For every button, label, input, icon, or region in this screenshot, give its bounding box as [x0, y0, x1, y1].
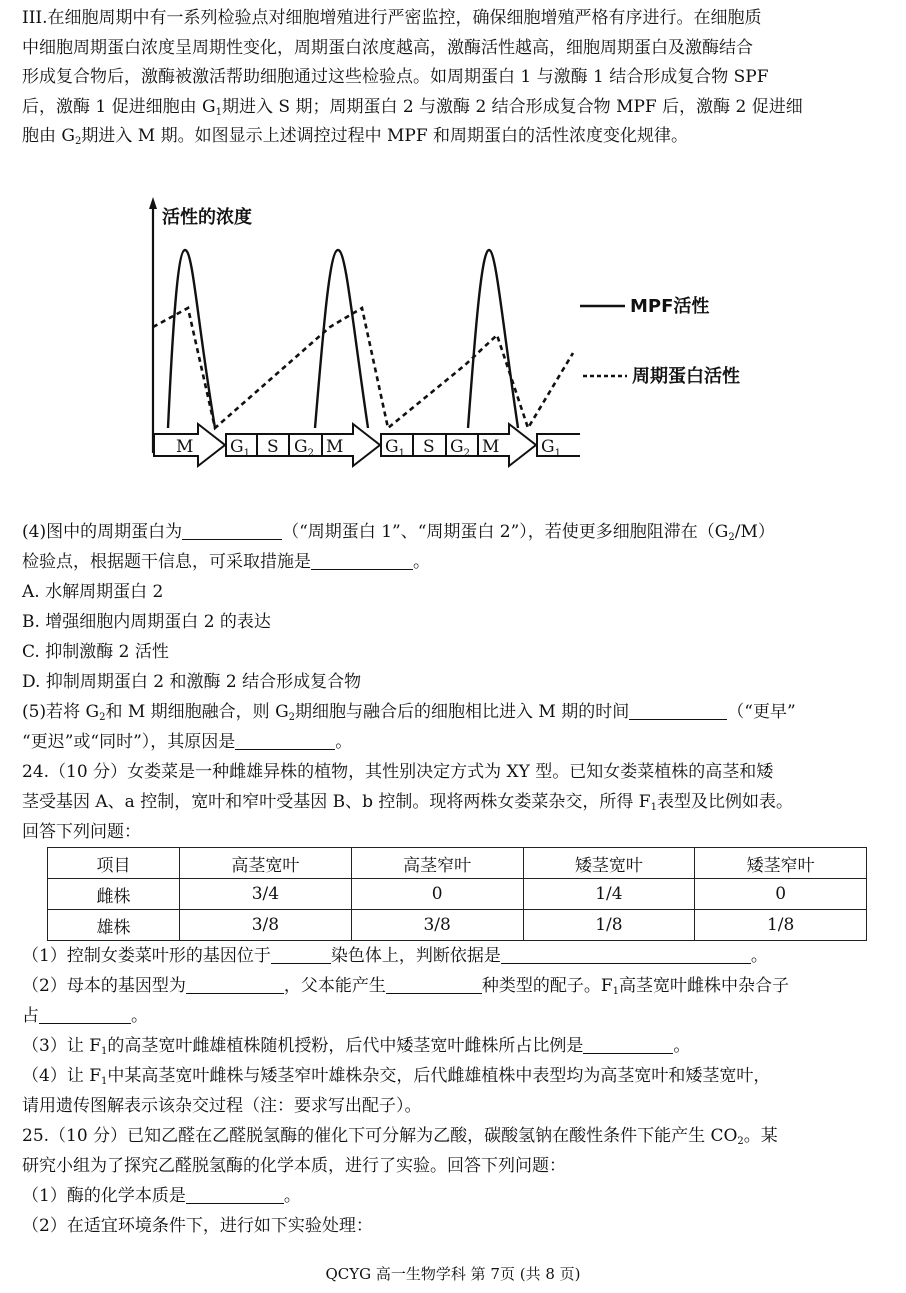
mpf-activity-peak-2 [315, 250, 368, 428]
f1-phenotype-table [47, 847, 867, 941]
intro-line: 中细胞周期蛋白浓度呈周期性变化，周期蛋白浓度越高，激酶活性越高，细胞周期蛋白及激酶结合 [22, 37, 753, 58]
cell-cycle-diagram [140, 195, 790, 475]
intro-line: 胞由 $G_2$期进入 M 期。如图显示上述调控过程中 MPF 和周期蛋白的活性浓度变化规律。 [22, 126, 689, 147]
y-axis-arrow [149, 197, 157, 209]
answer-blank[interactable] [386, 975, 482, 994]
table-cell: 0 [695, 879, 867, 910]
svg-text:G1: $G_1$ [230, 437, 250, 459]
q25-sub-1: （1）酶的化学本质是 。 [22, 1186, 301, 1206]
q4-option-b: B. 增强细胞内周期蛋白 2 的表达 [22, 612, 271, 632]
answer-blank[interactable] [186, 975, 284, 994]
q24-sub-4: （4）让 $F_1$中某高茎宽叶雌株与矮茎窄叶雄株杂交，后代雌雄植株中表型均为高茎宽叶和矮茎宽叶， [22, 1066, 771, 1087]
intro-line: III.在细胞周期中有一系列检验点对细胞增殖进行严密监控，确保细胞增殖严格有序进行。在细胞质 [22, 8, 762, 28]
table-cell: 雄株 [48, 910, 180, 941]
svg-text:S: S [267, 437, 279, 457]
q24-sub-1: （1）控制女娄菜叶形的基因位于 染色体上，判断依据是 。 [22, 946, 768, 966]
intro-line: 形成复合物后，激酶被激活帮助细胞通过这些检验点。如周期蛋白 1 与激酶 1 结合形成复合物 SPF [22, 67, 769, 87]
answer-blank[interactable] [629, 701, 727, 720]
table-cell: 1/8 [695, 910, 867, 941]
table-row [48, 879, 867, 910]
q5-line-1: (5)若将 $G_2$和 M 期细胞融合，则 $G_2$期细胞与融合后的细胞相比进入 M 期的时间 （“更早” [22, 702, 796, 723]
table-cell: 1/8 [523, 910, 695, 941]
table-cell: 3/4 [180, 879, 352, 910]
q4-line-1: (4)图中的周期蛋白为 （“周期蛋白 1”、“周期蛋白 2”），若使更多细胞阻滞在$(G_2/M)$ [22, 522, 775, 543]
table-header-row [48, 848, 867, 879]
intro-line: 后，激酶 1 促进细胞由 $G_1$期进入 S 期；周期蛋白 2 与激酶 2 结合形成复合物 MPF 后，激酶 2 促进细 [22, 96, 803, 118]
q24-sub-2: （2）母本的基因型为 ，父本能产生 种类型的配子。$F_1$高茎宽叶雌株中杂合子 [22, 976, 789, 997]
table-cell: 1/4 [523, 879, 695, 910]
y-axis-label: 活性的浓度 [162, 207, 252, 228]
q5-line-2: “更迟”或“同时”），其原因是 。 [22, 732, 353, 752]
table-cell: 3/8 [180, 910, 352, 941]
answer-blank[interactable] [501, 945, 751, 964]
q25-sub-2: （2）在适宜环境条件下，进行如下实验处理： [22, 1216, 373, 1236]
table-header-cell: 矮茎窄叶 [695, 848, 867, 879]
answer-blank[interactable] [235, 731, 335, 750]
table-header-cell: 项目 [48, 848, 180, 879]
svg-text:G2: $G_2$ [294, 437, 314, 459]
q4-option-d: D. 抑制周期蛋白 2 和激酶 2 结合形成复合物 [22, 672, 362, 692]
svg-text:M: M [326, 437, 344, 457]
phase-bar [154, 424, 580, 466]
page-footer: QCYG 高一生物学科 第 7页 (共 8 页) [325, 1265, 581, 1283]
answer-blank[interactable] [583, 1035, 673, 1054]
svg-text:M: M [176, 437, 194, 457]
answer-blank[interactable] [311, 551, 413, 570]
table-header-cell: 高茎窄叶 [351, 848, 523, 879]
table-header-cell: 矮茎宽叶 [523, 848, 695, 879]
q24-sub-3: （3）让 $F_1$的高茎宽叶雌雄植株随机授粉，后代中矮茎宽叶雌株所占比例是 。 [22, 1036, 691, 1057]
legend-cyclin-label: 周期蛋白活性 [632, 366, 740, 387]
q24-line-3: 回答下列问题： [22, 822, 141, 842]
table-header-cell: 高茎宽叶 [180, 848, 352, 879]
table-row [48, 910, 867, 941]
q25-line-2: 研究小组为了探究乙醛脱氢酶的化学本质，进行了实验。回答下列问题： [22, 1156, 566, 1176]
q4-option-c: C. 抑制激酶 2 活性 [22, 642, 169, 662]
q24-line-2: 茎受基因 A、a 控制，宽叶和窄叶受基因 B、b 控制。现将两株女娄菜杂交，所得 $F_1$表型及比例如表。 [22, 792, 793, 813]
table-cell: 3/8 [351, 910, 523, 941]
table-cell: 雌株 [48, 879, 180, 910]
svg-text:S: S [423, 437, 435, 457]
answer-blank[interactable] [186, 1185, 284, 1204]
svg-text:M: M [482, 437, 500, 457]
svg-text:G1: $G_1$ [385, 437, 405, 459]
q25-line-1: 25.（10 分）已知乙醛在乙醛脱氢酶的催化下可分解为乙酸，碳酸氢钠在酸性条件下能产生 $CO_2$。某 [22, 1126, 778, 1147]
q24-sub-2-cont: 占 。 [22, 1006, 148, 1026]
q4-option-a: A. 水解周期蛋白 2 [22, 582, 164, 602]
table-cell: 0 [351, 879, 523, 910]
intro-paragraph [22, 4, 894, 152]
legend-mpf-label: MPF活性 [630, 296, 710, 317]
cell-cycle-figure [140, 195, 790, 475]
svg-text:G2: $G_2$ [450, 437, 470, 459]
svg-text:G1: $G_1$ [541, 437, 561, 459]
answer-blank[interactable] [182, 521, 282, 540]
answer-blank[interactable] [271, 945, 331, 964]
q4-line-2: 检验点，根据题干信息，可采取措施是 。 [22, 552, 430, 572]
answer-blank[interactable] [39, 1005, 131, 1024]
q24-line-1: 24.（10 分）女娄菜是一种雌雄异株的植物，其性别决定方式为 XY 型。已知女娄菜植株的高茎和矮 [22, 762, 774, 782]
q24-sub-4-cont: 请用遗传图解表示该杂交过程（注：要求写出配子）。 [22, 1096, 422, 1116]
